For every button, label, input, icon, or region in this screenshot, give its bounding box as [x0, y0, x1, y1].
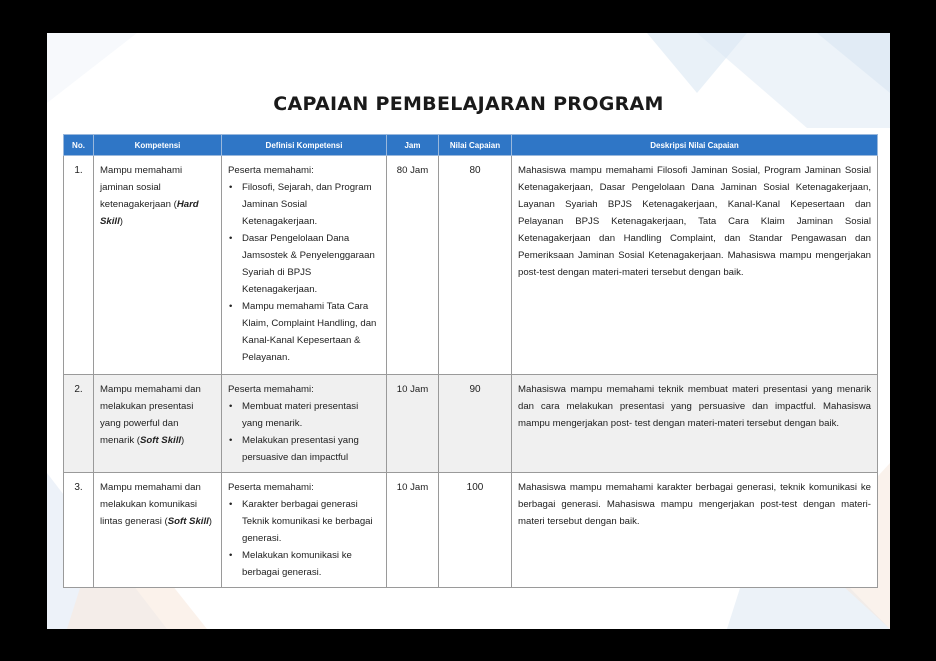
definisi-intro: Peserta memahami:: [228, 384, 314, 395]
row-jam: 10 Jam: [387, 473, 439, 588]
header-kompetensi: Kompetensi: [94, 135, 222, 156]
page-title: CAPAIAN PEMBELAJARAN PROGRAM: [273, 93, 664, 115]
header-definisi: Definisi Kompetensi: [222, 135, 387, 156]
header-no: No.: [64, 135, 94, 156]
list-item: • Mampu memahami Tata Cara Klaim, Complaint Handling, dan Kanal-Kanal Kepesertaan & Pelayanan.: [242, 298, 380, 366]
definisi-list: [228, 398, 380, 466]
row-nilai: 100: [439, 473, 512, 588]
row-definisi: [222, 473, 387, 588]
list-item: • Melakukan komunikasi ke berbagai generasi.: [242, 547, 380, 581]
row-definisi: [222, 375, 387, 473]
table-row: [64, 375, 878, 473]
definisi-list: [228, 496, 380, 581]
row-kompetensi: Mampu memahami jaminan sosial ketenagakerjaan (Hard Skill): [94, 156, 222, 375]
learning-outcomes-table: [63, 134, 878, 588]
document-page: [47, 33, 890, 629]
list-item: • Dasar Pengelolaan Dana Jamsostek & Penyelenggaraan Syariah di BPJS Ketenagakerjaan.: [242, 230, 380, 298]
row-jam: 10 Jam: [387, 375, 439, 473]
table-row: [64, 473, 878, 588]
definisi-intro: Peserta memahami:: [228, 482, 314, 493]
header-nilai: Nilai Capaian: [439, 135, 512, 156]
row-kompetensi: Mampu memahami dan melakukan komunikasi lintas generasi (Soft Skill): [94, 473, 222, 588]
row-no: 1.: [64, 156, 94, 375]
definisi-list: [228, 179, 380, 366]
table-header-row: [64, 135, 878, 156]
header-deskripsi: Deskripsi Nilai Capaian: [512, 135, 878, 156]
definisi-intro: Peserta memahami:: [228, 165, 314, 176]
row-no: 3.: [64, 473, 94, 588]
header-jam: Jam: [387, 135, 439, 156]
row-kompetensi: Mampu memahami dan melakukan presentasi yang powerful dan menarik (Soft Skill): [94, 375, 222, 473]
row-deskripsi: Mahasiswa mampu memahami teknik membuat materi presentasi yang menarik dan cara melakukan presentasi yang persuasive dan impactful. Mahasiswa mampu mengerjakan post- test dengan materi-materi tersebut dengan baik.: [512, 375, 878, 473]
row-nilai: 90: [439, 375, 512, 473]
list-item: • Karakter berbagai generasi Teknik komunikasi ke berbagai generasi.: [242, 496, 380, 547]
row-nilai: 80: [439, 156, 512, 375]
list-item: • Membuat materi presentasi yang menarik.: [242, 398, 380, 432]
row-deskripsi: Mahasiswa mampu memahami Filosofi Jaminan Sosial, Program Jaminan Sosial Ketenagakerjaan, Dasar Pengelolaan Dana Jaminan Sosial Ketenagakerjaan, Layanan Syariah BPJS Ketenagakerjaan, Kanal-Kanal Kepesertaan dan Pelayanan BPJS Ketenagakerjaan, Tata Cara Klaim Jaminan Sosial Ketenagakerjaan dan Handling Complaint, dan Standar Pengawasan dan Pemeriksaan Jaminan Sosial Ketenagakerjaan. Mahasiswa mampu mengerjakan post-test dengan materi-materi tersebut dengan baik.: [512, 156, 878, 375]
row-definisi: [222, 156, 387, 375]
row-jam: 80 Jam: [387, 156, 439, 375]
row-deskripsi: Mahasiswa mampu memahami karakter berbagai generasi, teknik komunikasi ke berbagai generasi. Mahasiswa mampu mengerjakan post-test dengan materi-materi tersebut dengan baik.: [512, 473, 878, 588]
table-row: [64, 156, 878, 375]
list-item: • Melakukan presentasi yang persuasive dan impactful: [242, 432, 380, 466]
list-item: • Filosofi, Sejarah, dan Program Jaminan Sosial Ketenagakerjaan.: [242, 179, 380, 230]
row-no: 2.: [64, 375, 94, 473]
